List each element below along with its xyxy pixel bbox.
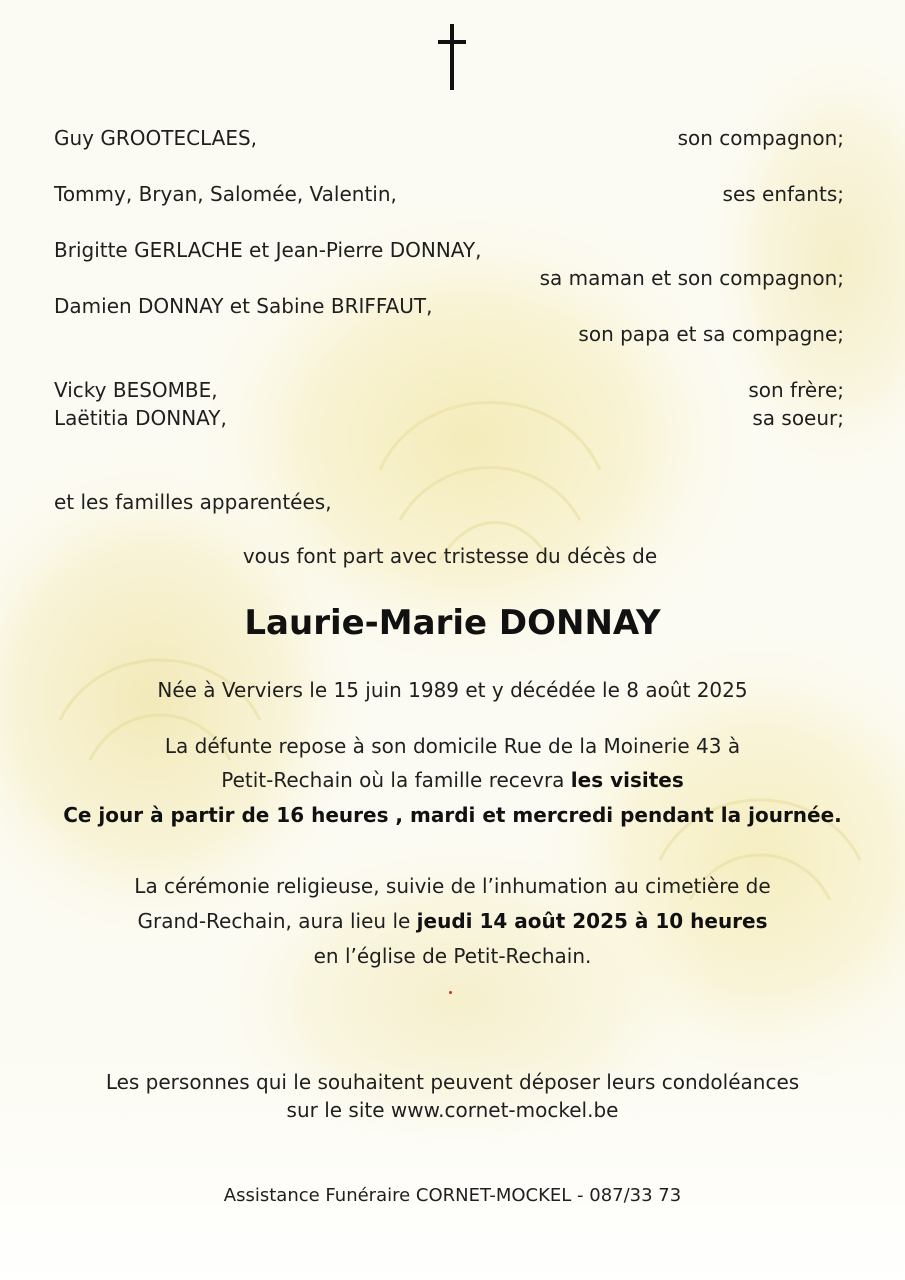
visit-line-2-text: Petit-Rechain où la famille recevra bbox=[221, 768, 571, 792]
family-relation: son papa et sa compagne; bbox=[578, 322, 844, 346]
ceremony-line-2 bbox=[0, 907, 905, 935]
family-relation: sa maman et son compagnon; bbox=[539, 266, 844, 290]
ceremony-line-2-text: Grand-Rechain, aura lieu le bbox=[137, 909, 417, 933]
family-name: Laëtitia DONNAY, bbox=[54, 406, 227, 430]
family-relation: son frère; bbox=[748, 378, 844, 402]
family-name: Guy GROOTECLAES, bbox=[54, 126, 258, 150]
families-line: et les familles apparentées, bbox=[54, 490, 332, 514]
birth-death-line: Née à Verviers le 15 juin 1989 et y décédée le 8 août 2025 bbox=[157, 678, 748, 702]
visit-line-2 bbox=[0, 766, 905, 794]
funeral-home-footer: Assistance Funéraire CORNET-MOCKEL - 087/33 73 bbox=[223, 1185, 682, 1206]
ceremony-datetime: jeudi 14 août 2025 à 10 heures bbox=[416, 909, 768, 933]
red-dot bbox=[449, 991, 452, 994]
visit-line-3 bbox=[0, 801, 905, 829]
ceremony-line-3: en l’église de Petit-Rechain. bbox=[313, 944, 592, 968]
announcement-text: vous font part avec tristesse du décès de bbox=[242, 544, 658, 568]
condolences-line-1: Les personnes qui le souhaitent peuvent déposer leurs condoléances bbox=[105, 1070, 800, 1094]
cross-icon bbox=[436, 24, 468, 90]
family-relation: ses enfants; bbox=[722, 182, 844, 206]
visit-schedule: Ce jour à partir de 16 heures , mardi et mercredi pendant la journée. bbox=[63, 803, 842, 827]
family-name: Brigitte GERLACHE et Jean-Pierre DONNAY, bbox=[54, 238, 482, 262]
family-relation: sa soeur; bbox=[752, 406, 844, 430]
family-name: Tommy, Bryan, Salomée, Valentin, bbox=[54, 182, 397, 206]
family-name: Vicky BESOMBE, bbox=[54, 378, 218, 402]
deceased-name: Laurie-Marie DONNAY bbox=[244, 603, 661, 643]
family-relation: son compagnon; bbox=[677, 126, 844, 150]
visit-highlight: les visites bbox=[570, 768, 684, 792]
ceremony-line-1: La cérémonie religieuse, suivie de l’inhumation au cimetière de bbox=[134, 874, 771, 898]
visit-line-1: La défunte repose à son domicile Rue de la Moinerie 43 à bbox=[164, 734, 741, 758]
family-name: Damien DONNAY et Sabine BRIFFAUT, bbox=[54, 294, 433, 318]
condolences-line-2: sur le site www.cornet-mockel.be bbox=[286, 1098, 619, 1122]
